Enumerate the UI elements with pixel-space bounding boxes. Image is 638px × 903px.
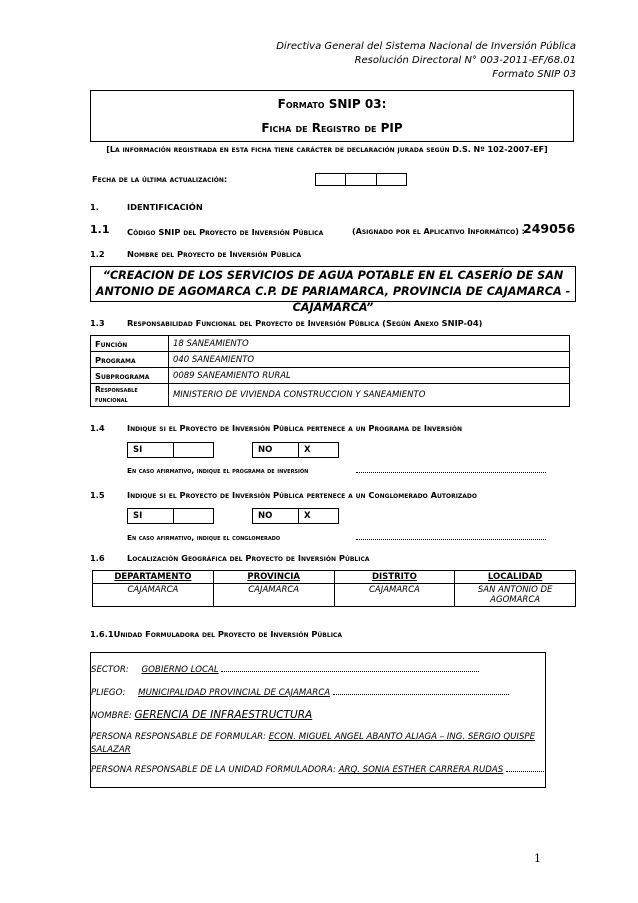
section-1-5-title: Indique si el Proyecto de Inversión Pública pertenece a un Conglomerado Autorizado [127,490,477,500]
col-provincia: PROVINCIA [213,571,334,584]
functional-key: Función [91,336,169,352]
section-1-number: 1. [90,202,99,212]
project-name: “CREACION DE LOS SERVICIOS DE AGUA POTABLE EN EL CASERÍO DE SAN ANTONIO DE AGOMARCA C.P. DE PARIAMARCA, PROVINCIA DE CAJAMARCA - CAJAMARCA” [95,269,571,314]
cell-departamento: CAJAMARCA [93,584,214,607]
conglomerate-note: En caso afirmativo, indique el conglomerado [127,533,281,542]
si-label: SI [128,443,174,458]
persona-value: ECON. MIGUEL ANGEL ABANTO ALIAGA – ING. SERGIO QUISPE SALAZAR [91,732,536,755]
persona-label: PERSONA RESPONSABLE DE FORMULAR: [91,732,266,742]
responsable-line [91,765,546,775]
cell-distrito: CAJAMARCA [334,584,455,607]
sector-line [91,665,479,675]
date-cell-month[interactable] [346,174,376,185]
functional-key: Subprograma [91,368,169,384]
section-1-1-title: Código SNIP del Proyecto de Inversión Pública [127,227,324,237]
header-directive: Directiva General del Sistema Nacional de Inversión Pública [276,41,576,52]
pliego-line [91,688,509,698]
cell-provincia: CAJAMARCA [213,584,334,607]
si-checkbox[interactable] [174,443,214,458]
section-1-4-number: 1.4 [90,423,105,433]
nombre-line [91,709,535,721]
date-cell-year[interactable] [377,174,406,185]
declaration-note: [La información registrada en esta ficha tiene carácter de declaración jurada según D.S. Nº 102-2007-EF] [106,145,548,154]
col-localidad: LOCALIDAD [455,571,576,584]
functional-value: 18 SANEAMIENTO [168,336,569,352]
sector-fill [221,671,479,672]
date-cell-day[interactable] [316,174,346,185]
section-1-4-title: Indique si el Proyecto de Inversión Pública pertenece a un Programa de Inversión [127,423,463,433]
section-1-6-title: Localización Geográfica del Proyecto de Inversión Pública [127,553,370,563]
section-1-2-title: Nombre del Proyecto de Inversión Pública [127,249,302,259]
pliego-label: PLIEGO: [91,688,126,698]
project-name-box [90,266,576,314]
program-fill-line[interactable] [356,472,546,473]
col-departamento: DEPARTAMENTO [93,571,214,584]
responsable-fill [506,771,546,772]
update-date-label: Fecha de la última actualización: [92,174,228,184]
functional-value: 0089 SANEAMIENTO RURAL [168,368,569,384]
sector-label: SECTOR: [91,665,129,675]
cell-localidad: SAN ANTONIO DE AGOMARCA [455,584,576,607]
location-table [92,570,576,607]
functional-key: Responsable funcional [91,384,169,407]
section-1-6-1-title: 1.6.1Unidad Formuladora del Proyecto de Inversión Pública [90,629,342,639]
table-row [91,368,570,384]
conglomerate-si-box[interactable] [127,508,214,524]
header-resolution: Resolución Directoral N° 003-2011-EF/68.01 [354,55,576,66]
section-1-1-number: 1.1 [90,223,110,236]
page-number: 1 [534,852,541,865]
functional-key: Programa [91,352,169,368]
section-1-title: IDENTIFICACIÓN [127,202,203,212]
table-row [91,352,570,368]
conglomerate-no-box[interactable] [252,508,339,524]
program-note: En caso afirmativo, indique el programa de inversión [127,466,309,475]
no-checkbox[interactable]: X [299,509,339,524]
section-1-3-title: Responsabilidad Funcional del Proyecto de Inversión Pública (Según Anexo SNIP-04) [127,318,483,328]
conglomerate-fill-line[interactable] [356,539,546,540]
table-header-row [93,571,576,584]
table-row [91,336,570,352]
section-1-5-number: 1.5 [90,490,105,500]
no-label: NO [253,443,299,458]
table-row [91,384,570,407]
program-si-box[interactable] [127,442,214,458]
no-checkbox[interactable]: X [299,443,339,458]
formulator-box [90,652,546,788]
si-checkbox[interactable] [174,509,214,524]
section-1-1-note: (Asignado por el Aplicativo Informático) : [352,227,525,236]
section-1-3-number: 1.3 [90,318,105,328]
pliego-fill [333,694,509,695]
sector-value: GOBIERNO LOCAL [141,665,219,675]
header-format: Formato SNIP 03 [492,69,576,80]
nombre-value: GERENCIA DE INFRAESTRUCTURA [134,709,313,721]
functional-value: MINISTERIO DE VIVIENDA CONSTRUCCION Y SANEAMIENTO [168,384,569,407]
title-box [90,90,574,142]
functional-table [90,335,570,407]
persona-line [91,731,547,757]
col-distrito: DISTRITO [334,571,455,584]
section-1-6-number: 1.6 [90,553,105,563]
functional-value: 040 SANEAMIENTO [168,352,569,368]
table-row [93,584,576,607]
form-subtitle: Ficha de Registro de PIP [261,121,403,135]
program-no-box[interactable] [252,442,339,458]
responsable-value: ARQ. SONIA ESTHER CARRERA RUDAS [338,765,504,775]
update-date-field[interactable] [315,173,407,186]
section-1-2-number: 1.2 [90,249,105,259]
pliego-value: MUNICIPALIDAD PROVINCIAL DE CAJAMARCA [138,688,331,698]
si-label: SI [128,509,174,524]
no-label: NO [253,509,299,524]
form-title: Formato SNIP 03: [277,97,387,111]
nombre-label: NOMBRE: [91,711,132,721]
responsable-label: PERSONA RESPONSABLE DE LA UNIDAD FORMULADORA: [91,765,336,775]
snip-code: 249056 [523,221,576,236]
